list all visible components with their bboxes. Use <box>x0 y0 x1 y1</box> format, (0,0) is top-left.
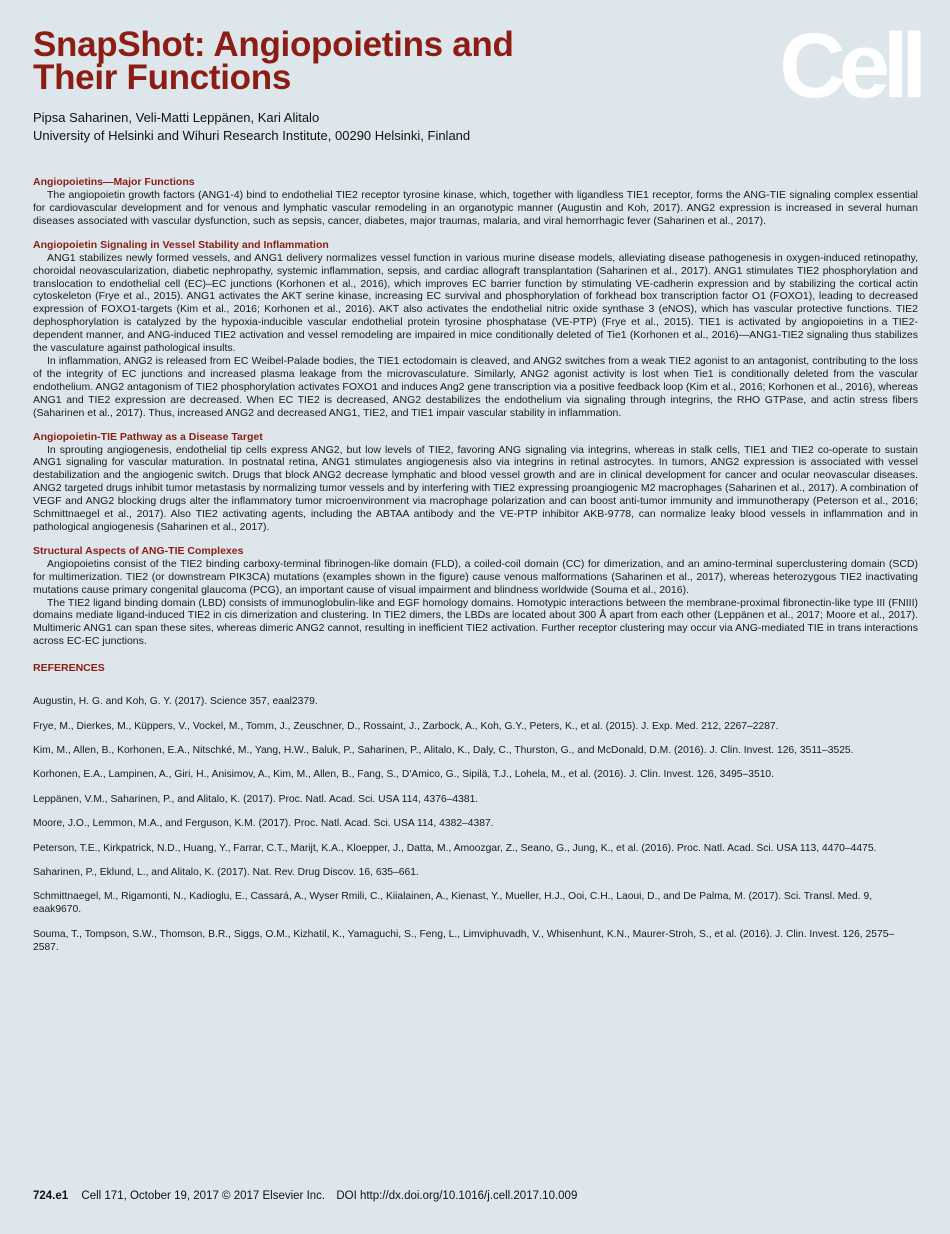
paragraph: ANG1 stabilizes newly formed vessels, and ANG1 delivery normalizes vessel function in various murine disease models, alleviating disease pathogenesis in oxygen-induced retinopathy, choroidal neovascularization, diabetic nephropathy, systemic inflammation, sepsis, and cardiac allograft transplantation (Saharinen et al., 2017). ANG1 stimulates TIE2 phosphorylation and translocation to endothelial cell (EC)–EC junctions (Korhonen et al., 2016), which improves EC barrier function by stimulating VE-cadherin expression and by stabilizing the cortical actin cytoskeleton (Frye et al., 2015). ANG1 activates the AKT serine kinase, increasing EC survival and phosphorylation of forkhead box transcription factor O1 (FOXO1), leading to decreased expression of FOXO1-targets (Kim et al., 2016; Korhonen et al., 2016). AKT also activates the endothelial nitric oxide synthase 3 (eNOS), which has vascular protective functions. TIE2 dephosphorylation is catalyzed by the hypoxia-inducible vascular endothelial protein tyrosine phosphatase (VE-PTP) (Frye et al., 2015). TIE1 is activated by angiopoietins in a TIE2-dependent manner, and ANG-induced TIE2 activation and vessel remodeling are impaired in mice conditionally deleted of Tie1 (Korhonen et al., 2016)—ANG1-TIE2 signaling thus stabilizes the vasculature against pathological insults. <box>33 251 918 355</box>
section-title: Angiopoietin Signaling in Vessel Stability and Inflammation <box>33 238 329 251</box>
reference-list <box>33 696 918 954</box>
journal-citation: Cell 171, October 19, 2017 © 2017 Elsevier Inc. <box>81 1190 326 1202</box>
section-structural-aspects <box>33 545 918 648</box>
reference-item: Schmittnaegel, M., Rigamonti, N., Kadioglu, E., Cassará, A., Wyser Rmili, C., Kiialainen, A., Kienast, Y., Mueller, H.J., Ooi, C.H., Laoui, D., and De Palma, M. (2017). Sci. Transl. Med. 9, eaak9670. <box>33 891 873 916</box>
paragraph: In inflammation, ANG2 is released from EC Weibel-Palade bodies, the TIE1 ectodomain is cleaved, and ANG2 switches from a weak TIE2 agonist to an antagonist, contributing to the loss of the integrity of EC junctions and increased plasma leakage from the microvasculature. Similarly, ANG2 agonist activity is lost when Tie1 is conditionally deleted from the vascular endothelium. ANG2 antagonism of TIE2 phosphorylation activates FOXO1 and induces Ang2 gene transcription via a positive feedback loop (Kim et al., 2016; Korhonen et al., 2016), whereas ANG1 and TIE2 expression are decreased. When EC TIE2 is decreased, ANG2 destabilizes the endothelium via signaling through integrins, the RHO GTPase, and actin stress fibers (Saharinen et al., 2017). Thus, increased ANG2 and decreased ANG1, TIE2, and TIE1 impair vascular stability in inflammation. <box>33 354 918 419</box>
journal-logo: Cell <box>779 15 920 117</box>
paragraph: Angiopoietins consist of the TIE2 binding carboxy-terminal fibrinogen-like domain (FLD), a coiled-coil domain (CC) for dimerization, and an amino-terminal superclustering domain (SCD) for multimerization. TIE2 (or downstream PIK3CA) mutations (examples shown in the figure) cause venous malformations (Saharinen et al., 2017), whereas heterozygous TIE2 inactivating mutations cause primary congenital glaucoma (PCG), an important cause of visual impairment and blindness worldwide (Souma et al., 2016). <box>33 557 918 596</box>
section-major-functions <box>33 176 918 228</box>
section-title: Angiopoietin-TIE Pathway as a Disease Target <box>33 430 263 443</box>
paragraph: The TIE2 ligand binding domain (LBD) consists of immunoglobulin-like and EGF homology domains. Homotypic interactions between the membrane-proximal fibronectin-like type III (FNIII) domains mediate ligand-induced TIE2 in cis dimerization and clustering. In TIE2 dimers, the LBDs are located about 300 Å apart from each other (Leppänen et al., 2017; Moore et al., 2017). Multimeric ANG1 can span these sites, whereas dimeric ANG2 cannot, resulting in inefficient TIE2 activation. Further receptor clustering may occur via ANG-mediated TIE in trans interactions across EC-EC junctions. <box>33 596 918 648</box>
references-heading: REFERENCES <box>33 662 105 675</box>
section-disease-target <box>33 431 918 534</box>
page-number: 724.e1 <box>33 1190 69 1202</box>
reference-item: Souma, T., Tompson, S.W., Thomson, B.R., Siggs, O.M., Kizhatil, K., Yamaguchi, S., Feng, L., Limviphuvadh, V., Whisenhunt, K.N., Maurer-Stroh, S., et al. (2016). J. Clin. Invest. 126, 2575–2587. <box>33 928 895 953</box>
reference-item: Leppänen, V.M., Saharinen, P., and Alitalo, K. (2017). Proc. Natl. Acad. Sci. USA 114, 4376–4381. <box>33 793 479 805</box>
page-title <box>33 25 514 97</box>
title-line-2: Their Functions <box>33 58 292 97</box>
section-title: Angiopoietins—Major Functions <box>33 176 195 188</box>
page-footer <box>33 1190 577 1202</box>
paragraph: The angiopoietin growth factors (ANG1-4) bind to endothelial TIE2 receptor tyrosine kinase, which, together with ligandless TIE1 receptor, forms the ANG-TIE signaling complex essential for cardiovascular development and for venous and lymphatic vascular remodeling in an organotypic manner (Augustin and Koh, 2017). ANG2 expression is increased in several human diseases associated with vascular dysfunction, such as sepsis, cancer, diabetes, major traumas, malaria, and viral hemorrhagic fever (Saharinen et al., 2017). <box>33 189 918 227</box>
section-vessel-stability <box>33 239 918 420</box>
reference-item: Frye, M., Dierkes, M., Küppers, V., Vockel, M., Tomm, J., Zeuschner, D., Rossaint, J., Zarbock, A., Koh, G.Y., Peters, K., et al. (2015). J. Exp. Med. 212, 2267–2287. <box>33 720 779 732</box>
section-title: Structural Aspects of ANG-TIE Complexes <box>33 544 244 557</box>
article-body <box>33 176 918 966</box>
reference-item: Moore, J.O., Lemmon, M.A., and Ferguson, K.M. (2017). Proc. Natl. Acad. Sci. USA 114, 4382–4387. <box>33 818 494 830</box>
reference-item: Kim, M., Allen, B., Korhonen, E.A., Nitschké, M., Yang, H.W., Baluk, P., Saharinen, P., Alitalo, K., Daly, C., Thurston, G., and McDonald, D.M. (2016). J. Clin. Invest. 126, 3511–3525. <box>33 744 854 756</box>
affiliation: University of Helsinki and Wihuri Research Institute, 00290 Helsinki, Finland <box>33 128 471 143</box>
reference-item: Saharinen, P., Eklund, L., and Alitalo, K. (2017). Nat. Rev. Drug Discov. 16, 635–661. <box>33 866 419 878</box>
author-block <box>33 109 470 145</box>
authors: Pipsa Saharinen, Veli-Matti Leppänen, Kari Alitalo <box>33 110 320 125</box>
reference-item: Augustin, H. G. and Koh, G. Y. (2017). Science 357, eaal2379. <box>33 696 318 708</box>
paragraph: In sprouting angiogenesis, endothelial tip cells express ANG2, but low levels of TIE2, favoring ANG signaling via integrins, whereas in stalk cells, TIE1 and TIE2 co-operate to sustain ANG1 signaling for vascular maturation. In postnatal retina, ANG1 stimulates angiogenesis also via integrins in retinal astrocytes. In tumors, ANG2 expression is associated with vessel destabilization and the angiogenic switch. Drugs that block ANG2 decrease lymphatic and blood vessel growth and are in clinical development for cancer and ocular neovascular diseases. ANG2 targeted drugs inhibit tumor metastasis by normalizing tumor vessels and by interfering with TIE2 expressing proangiogenic M2 macrophages (Saharinen et al., 2017). A combination of VEGF and ANG2 blocking drugs alter the inflammatory tumor microenvironment via macrophage polarization and can boost anti-tumor immunity and immunotherapy (Peterson et al., 2016; Schmittnaegel et al., 2017). Also TIE2 activating agents, including the ABTAA antibody and the VE-PTP inhibitor AKB-9778, can normalize leaky blood vessels in inflammation and in pathological angiogenesis (Saharinen et al., 2017). <box>33 443 918 533</box>
title-line-1: SnapShot: Angiopoietins and <box>33 25 514 64</box>
reference-item: Korhonen, E.A., Lampinen, A., Giri, H., Anisimov, A., Kim, M., Allen, B., Fang, S., D'Amico, G., Sipilä, T.J., Lohela, M., et al. (2016). J. Clin. Invest. 126, 3495–3510. <box>33 769 775 781</box>
doi-link[interactable]: DOI http://dx.doi.org/10.1016/j.cell.2017.10.009 <box>336 1190 578 1202</box>
reference-item: Peterson, T.E., Kirkpatrick, N.D., Huang, Y., Farrar, C.T., Marijt, K.A., Kloepper, J., Datta, M., Amoozgar, Z., Seano, G., Jung, K., et al. (2016). Proc. Natl. Acad. Sci. USA 113, 4470–4475. <box>33 842 877 854</box>
